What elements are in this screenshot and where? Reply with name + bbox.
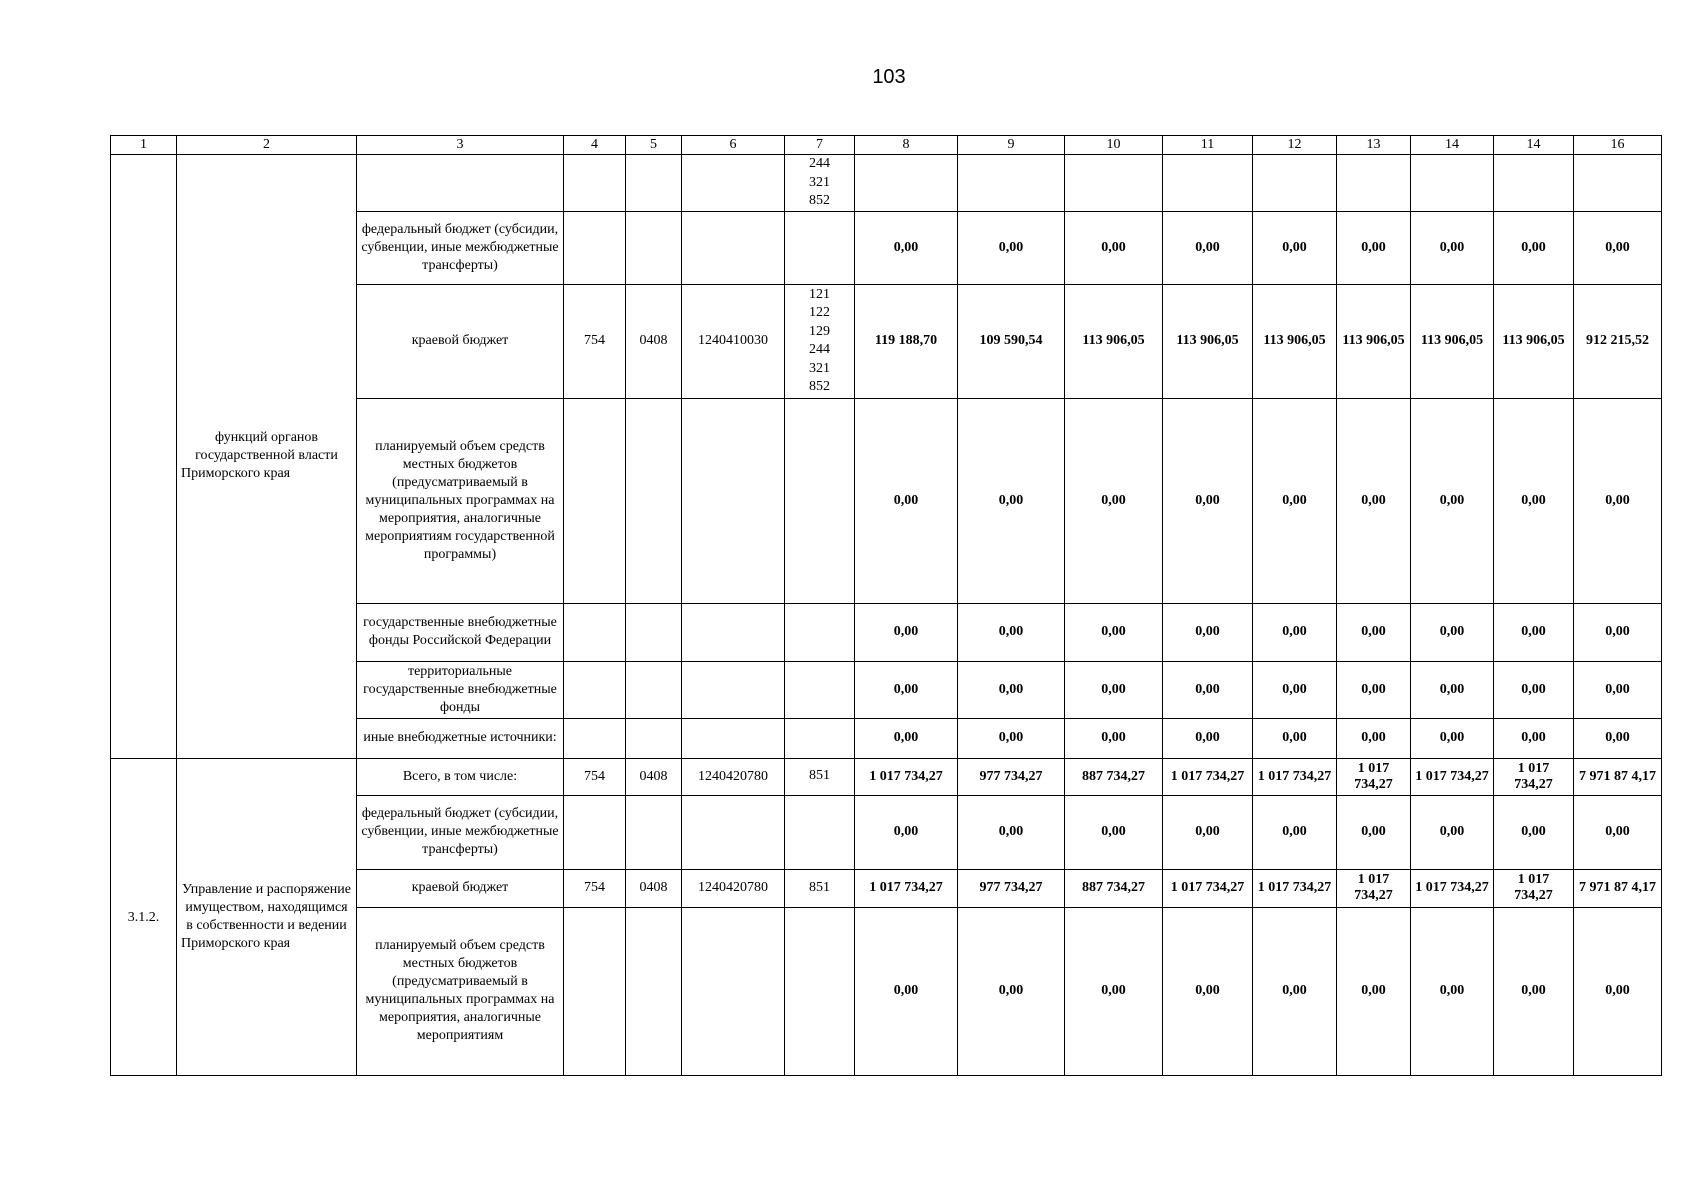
value-cell [1574,155,1662,212]
value-cell: 0,00 [1411,907,1494,1075]
value-cell: 0,00 [1253,398,1337,603]
value-cell: 0,00 [1163,211,1253,284]
value-cell: 1 017 734,27 [1494,758,1574,795]
value-cell: 0,00 [1411,603,1494,661]
expense-code: 122 [809,305,830,320]
code-cell-4: 754 [564,284,626,398]
value-cell: 0,00 [1494,718,1574,758]
value-cell: 0,00 [958,907,1065,1075]
header-cell: 16 [1574,136,1662,155]
value-cell: 0,00 [958,603,1065,661]
table-row [111,758,1662,795]
code-cell-6 [682,907,785,1075]
funding-source-cell: краевой бюджет [357,869,564,907]
value-cell: 0,00 [1411,795,1494,869]
value-cell: 0,00 [1065,603,1163,661]
header-cell: 9 [958,136,1065,155]
value-cell [1253,155,1337,212]
expense-code: 129 [809,323,830,339]
value-cell: 0,00 [958,661,1065,718]
code-cell-7 [785,661,855,718]
header-cell: 2 [177,136,357,155]
header-cell: 8 [855,136,958,155]
value-cell: 1 017 734,27 [1163,869,1253,907]
value-cell: 7 971 87 4,17 [1574,758,1662,795]
header-cell: 5 [626,136,682,155]
item-name-cell: Управление и распоряжение имуществом, находящимся в собственности и ведении Приморского края [177,758,357,1075]
expense-code: 852 [809,193,830,208]
code-cell-7 [785,907,855,1075]
value-cell: 0,00 [1253,795,1337,869]
code-cell-7 [785,398,855,603]
code-cell-7 [785,603,855,661]
code-cell-5 [626,603,682,661]
header-cell: 14 [1411,136,1494,155]
value-cell: 887 734,27 [1065,869,1163,907]
value-cell: 0,00 [1411,398,1494,603]
code-cell-4 [564,795,626,869]
value-cell [958,155,1065,212]
value-cell [1163,155,1253,212]
item-name-cell: функций органов государственной власти Приморского края [177,155,357,759]
value-cell: 0,00 [1337,718,1411,758]
code-cell-5: 0408 [626,869,682,907]
value-cell: 0,00 [1163,907,1253,1075]
value-cell: 0,00 [1574,603,1662,661]
code-cell-7 [785,211,855,284]
value-cell: 0,00 [1574,211,1662,284]
value-cell: 0,00 [1065,718,1163,758]
value-cell: 113 906,05 [1065,284,1163,398]
value-cell [855,155,958,212]
expense-code: 851 [809,879,830,895]
value-cell: 0,00 [1411,211,1494,284]
value-cell: 0,00 [1163,398,1253,603]
expense-code: 121 [809,286,830,302]
value-cell: 0,00 [1494,603,1574,661]
value-cell: 0,00 [1494,795,1574,869]
code-cell-7 [785,869,855,907]
code-cell-4 [564,718,626,758]
value-cell: 0,00 [855,603,958,661]
value-cell: 0,00 [958,211,1065,284]
code-cell-6 [682,718,785,758]
header-cell: 6 [682,136,785,155]
value-cell: 0,00 [1411,718,1494,758]
code-cell-4: 754 [564,869,626,907]
expense-code: 852 [809,379,830,394]
value-cell: 977 734,27 [958,869,1065,907]
value-cell: 0,00 [1337,211,1411,284]
funding-source-cell: краевой бюджет [357,284,564,398]
value-cell: 0,00 [1411,661,1494,718]
header-cell: 11 [1163,136,1253,155]
value-cell: 0,00 [1253,907,1337,1075]
value-cell: 0,00 [1337,907,1411,1075]
value-cell: 0,00 [1494,398,1574,603]
code-cell-6: 1240420780 [682,869,785,907]
code-cell-4 [564,661,626,718]
funding-source-cell: планируемый объем средств местных бюджетов (предусматриваемый в муниципальных программах на мероприятия, аналогичные мероприятиям [357,907,564,1075]
code-cell-6: 1240420780 [682,758,785,795]
value-cell: 113 906,05 [1163,284,1253,398]
value-cell: 0,00 [1253,661,1337,718]
value-cell: 1 017 734,27 [1253,869,1337,907]
value-cell: 0,00 [1065,795,1163,869]
value-cell: 0,00 [855,718,958,758]
value-cell: 0,00 [1163,661,1253,718]
value-cell: 0,00 [1163,795,1253,869]
value-cell: 887 734,27 [1065,758,1163,795]
code-cell-5 [626,907,682,1075]
value-cell: 0,00 [855,795,958,869]
header-cell: 12 [1253,136,1337,155]
code-cell-6 [682,398,785,603]
code-cell-5 [626,661,682,718]
table-body [111,155,1662,1076]
value-cell: 1 017 734,27 [1253,758,1337,795]
expense-code: 244 [809,156,830,171]
expense-code: 851 [809,768,830,784]
expense-code: 244 [809,342,830,357]
value-cell: 1 017 734,27 [1494,869,1574,907]
code-cell-5 [626,155,682,212]
value-cell: 0,00 [1494,661,1574,718]
header-cell: 13 [1337,136,1411,155]
value-cell: 113 906,05 [1494,284,1574,398]
code-cell-6 [682,795,785,869]
value-cell: 1 017 734,27 [855,869,958,907]
value-cell: 0,00 [1574,907,1662,1075]
value-cell: 0,00 [1574,795,1662,869]
value-cell: 0,00 [1065,661,1163,718]
expense-code: 321 [809,174,830,190]
value-cell: 119 188,70 [855,284,958,398]
header-cell: 14 [1494,136,1574,155]
value-cell: 1 017 734,27 [1163,758,1253,795]
code-cell-6: 1240410030 [682,284,785,398]
funding-source-cell: федеральный бюджет (субсидии, субвенции, иные межбюджетные трансферты) [357,211,564,284]
value-cell: 0,00 [855,661,958,718]
value-cell: 0,00 [1337,661,1411,718]
value-cell: 0,00 [958,795,1065,869]
code-cell-7 [785,795,855,869]
value-cell: 0,00 [1253,718,1337,758]
code-cell-5 [626,398,682,603]
value-cell: 0,00 [1065,211,1163,284]
value-cell: 0,00 [1494,907,1574,1075]
value-cell: 0,00 [1337,795,1411,869]
funding-source-cell: планируемый объем средств местных бюджетов (предусматриваемый в муниципальных программах на мероприятия, аналогичные мероприятиям государственной программы) [357,398,564,603]
value-cell [1337,155,1411,212]
value-cell: 0,00 [1337,398,1411,603]
value-cell: 0,00 [1574,661,1662,718]
code-cell-4 [564,155,626,212]
header-cell: 1 [111,136,177,155]
value-cell: 0,00 [1253,211,1337,284]
value-cell: 0,00 [855,398,958,603]
item-number-cell: 3.1.2. [111,758,177,1075]
code-cell-6 [682,603,785,661]
value-cell: 113 906,05 [1253,284,1337,398]
value-cell: 0,00 [1253,603,1337,661]
code-cell-7 [785,284,855,398]
value-cell: 1 017 734,27 [1337,869,1411,907]
code-cell-5 [626,718,682,758]
value-cell: 0,00 [958,398,1065,603]
value-cell: 0,00 [1494,211,1574,284]
table-row [111,155,1662,212]
code-cell-5 [626,795,682,869]
funding-source-cell [357,155,564,212]
value-cell: 0,00 [958,718,1065,758]
value-cell: 0,00 [1337,603,1411,661]
code-cell-6 [682,661,785,718]
value-cell: 0,00 [1065,398,1163,603]
funding-source-cell: Всего, в том числе: [357,758,564,795]
value-cell: 0,00 [1065,907,1163,1075]
header-cell: 10 [1065,136,1163,155]
value-cell: 977 734,27 [958,758,1065,795]
code-cell-4: 754 [564,758,626,795]
header-cell: 7 [785,136,855,155]
code-cell-7 [785,758,855,795]
header-cell: 4 [564,136,626,155]
value-cell: 1 017 734,27 [1337,758,1411,795]
value-cell [1411,155,1494,212]
value-cell: 0,00 [1574,398,1662,603]
code-cell-5 [626,211,682,284]
item-number-cell [111,155,177,759]
code-cell-4 [564,603,626,661]
value-cell: 7 971 87 4,17 [1574,869,1662,907]
value-cell: 0,00 [855,907,958,1075]
page-number: 103 [872,66,906,88]
code-cell-7 [785,718,855,758]
value-cell: 0,00 [1574,718,1662,758]
value-cell: 1 017 734,27 [855,758,958,795]
funding-source-cell: иные внебюджетные источники: [357,718,564,758]
header-cell: 3 [357,136,564,155]
value-cell [1065,155,1163,212]
value-cell: 1 017 734,27 [1411,758,1494,795]
funding-source-cell: государственные внебюджетные фонды Российской Федерации [357,603,564,661]
value-cell [1494,155,1574,212]
budget-table [110,135,1662,1076]
code-cell-4 [564,398,626,603]
value-cell: 0,00 [1163,603,1253,661]
funding-source-cell: территориальные государственные внебюджетные фонды [357,661,564,718]
value-cell: 109 590,54 [958,284,1065,398]
value-cell: 1 017 734,27 [1411,869,1494,907]
code-cell-5: 0408 [626,758,682,795]
expense-code: 321 [809,360,830,376]
value-cell: 0,00 [1163,718,1253,758]
value-cell: 912 215,52 [1574,284,1662,398]
funding-source-cell: федеральный бюджет (субсидии, субвенции, иные межбюджетные трансферты) [357,795,564,869]
code-cell-4 [564,211,626,284]
header-row [111,136,1662,155]
code-cell-6 [682,155,785,212]
code-cell-6 [682,211,785,284]
code-cell-5: 0408 [626,284,682,398]
code-cell-4 [564,907,626,1075]
value-cell: 113 906,05 [1337,284,1411,398]
code-cell-7 [785,155,855,212]
value-cell: 113 906,05 [1411,284,1494,398]
value-cell: 0,00 [855,211,958,284]
